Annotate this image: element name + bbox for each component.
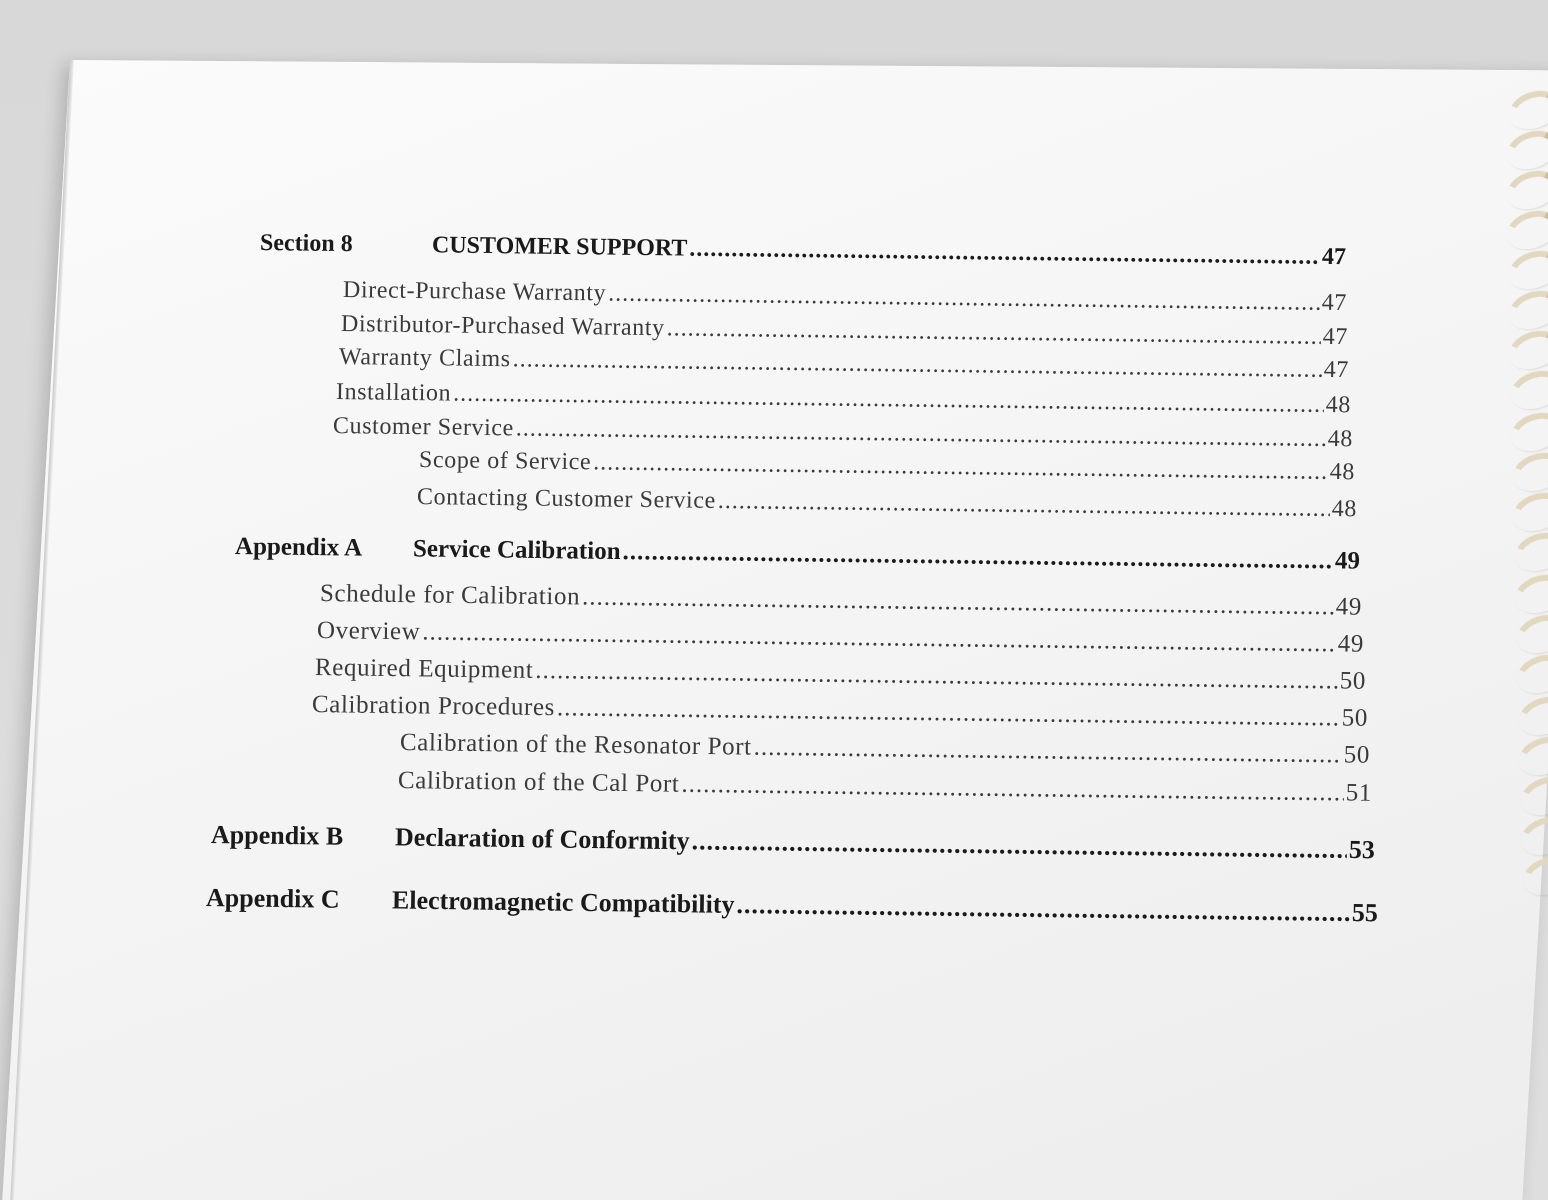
- toc-entry-page: 51: [1345, 779, 1373, 807]
- dot-leader: [718, 488, 1330, 523]
- toc-entry-title: Contacting Customer Service: [416, 484, 716, 514]
- toc-entry-title: CUSTOMER SUPPORT: [431, 232, 688, 262]
- toc-entry-title: Calibration of the Cal Port: [397, 767, 680, 798]
- toc-entry-title: Required Equipment: [314, 654, 534, 684]
- toc-entry-page: 55: [1351, 898, 1379, 928]
- dot-leader: [667, 315, 1321, 351]
- toc-entry-page: 49: [1335, 593, 1363, 621]
- toc-entry-title: Distributor-Purchased Warranty: [340, 311, 665, 342]
- dot-leader: [753, 734, 1341, 770]
- toc-entry-title: Calibration Procedures: [311, 691, 556, 722]
- toc-entry-appendix-a[interactable]: [235, 533, 1360, 576]
- toc-entry-section-8[interactable]: [260, 230, 1346, 271]
- toc-entry-contacting-customer-service[interactable]: [417, 484, 1357, 523]
- dot-leader: [681, 771, 1344, 808]
- toc-entry-title: Declaration of Conformity: [394, 822, 690, 856]
- toc-entry-calibration-procedures[interactable]: [312, 691, 1368, 733]
- toc-entry-calibration-cal-port[interactable]: [398, 767, 1372, 808]
- dot-leader: [608, 280, 1320, 316]
- dot-leader: [593, 449, 1328, 486]
- toc-entry-direct-purchase-warranty[interactable]: [343, 277, 1347, 317]
- toc-entry-title: Customer Service: [332, 413, 515, 442]
- toc-entry-title: Scope of Service: [418, 447, 592, 476]
- toc-entry-title: Warranty Claims: [338, 344, 511, 373]
- toc-entry-title: Installation: [335, 379, 452, 407]
- toc-entry-page: 47: [1321, 243, 1347, 271]
- toc-entry-page: 50: [1341, 704, 1369, 732]
- dot-leader: [582, 583, 1334, 621]
- toc-entry-schedule-for-calibration[interactable]: [320, 580, 1362, 622]
- toc-entry-page: 48: [1325, 391, 1352, 419]
- toc-entry-number: Appendix C: [205, 883, 340, 914]
- dot-leader: [622, 538, 1333, 575]
- toc-entry-page: 48: [1329, 458, 1356, 486]
- toc-entry-title: Direct-Purchase Warranty: [342, 277, 607, 307]
- dot-leader: [689, 236, 1320, 271]
- dot-leader: [557, 694, 1340, 732]
- dot-leader: [736, 890, 1350, 928]
- toc-entry-page: 47: [1322, 323, 1349, 351]
- dot-leader: [422, 618, 1336, 658]
- dot-leader: [535, 657, 1338, 696]
- toc-entry-number: Appendix B: [210, 820, 344, 851]
- toc-entry-scope-of-service[interactable]: [419, 447, 1355, 486]
- toc-entry-appendix-c[interactable]: [206, 883, 1378, 928]
- toc-entry-page: 50: [1339, 667, 1367, 695]
- toc-entry-appendix-b[interactable]: [211, 820, 1375, 865]
- toc-entry-number: Section 8: [259, 230, 353, 258]
- toc-entry-page: 47: [1323, 356, 1350, 384]
- toc-entry-title: Calibration of the Resonator Port: [399, 729, 752, 761]
- toc-entry-installation[interactable]: [336, 379, 1351, 419]
- toc-entry-warranty-claims[interactable]: [339, 344, 1349, 384]
- dot-leader: [513, 346, 1322, 384]
- toc-entry-title: Overview: [316, 617, 421, 646]
- toc-entry-number: Appendix A: [234, 533, 363, 562]
- toc-entry-page: 50: [1343, 741, 1371, 769]
- toc-entry-page: 53: [1348, 834, 1376, 865]
- toc-entry-title: Electromagnetic Compatibility: [391, 885, 735, 919]
- toc-entry-page: 49: [1337, 630, 1365, 658]
- toc-entry-page: 47: [1321, 289, 1348, 317]
- toc-entry-page: 48: [1331, 495, 1358, 523]
- toc-entry-calibration-resonator-port[interactable]: [400, 729, 1370, 770]
- dot-leader: [453, 381, 1324, 419]
- dot-leader: [691, 826, 1347, 865]
- toc-entry-title: Service Calibration: [412, 535, 621, 566]
- toc-entry-page: 49: [1334, 547, 1361, 575]
- toc-entry-title: Schedule for Calibration: [319, 580, 581, 611]
- toc-entry-page: 48: [1327, 426, 1354, 453]
- toc-entry-overview[interactable]: [317, 617, 1364, 659]
- toc-entry-required-equipment[interactable]: [315, 654, 1366, 696]
- dot-leader: [516, 415, 1326, 453]
